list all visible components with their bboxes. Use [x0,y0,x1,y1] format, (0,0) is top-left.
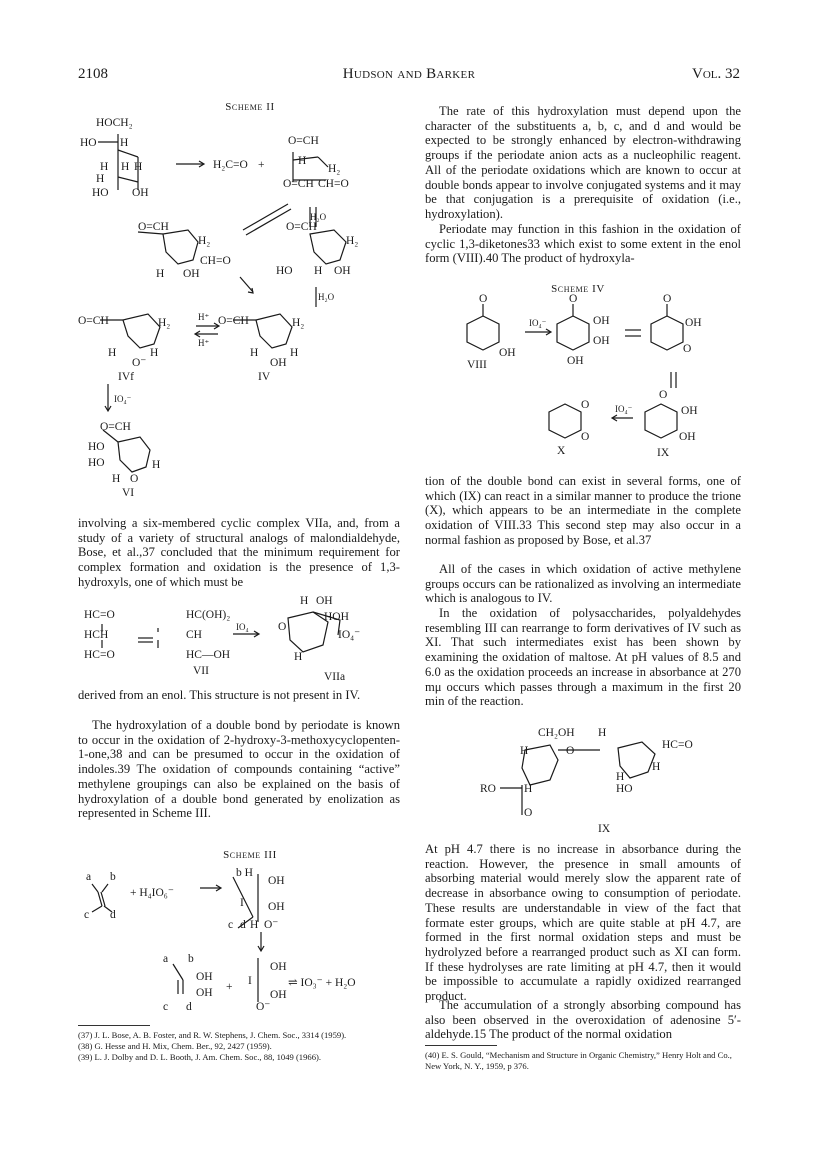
right-paragraph-4: All of the cases in which oxidation of active methylene groups occurs can be rationalized as involving an intermediate which is analogous to IV. [425,562,741,606]
svg-text:O: O [581,431,590,443]
svg-text:H₂O: H₂O [310,212,327,222]
vii-diagram [78,590,400,685]
left-paragraph-3: The hydroxylation of a double bond by periodate is known to occur in the oxidation of 2-hydroxy-3-methoxycyclopenten-1-one,38 and can be presumed to occur in the oxidation of indoles.39 The oxidation of compounds containing “active” methylene groupings can also be explained on the basis of hydroxylation of a double bond generated by enolization as represented in Scheme III. [78,718,400,821]
svg-text:O: O [569,294,578,305]
scheme-4-diagram [445,294,725,464]
right-paragraph-6: At pH 4.7 there is no increase in absorbance during the reaction. However, the presence in small amounts of absorbing material would merely slow the apparent rate of decrease in absorbance owing to consumption of periodate. These results are understandable in view of the fact that formate ester groups, which are quite stable at pH 4.7, are formed in the first normal oxidation steps and must be hydrolyzed before a rearranged product such as XI can form. If these hydrolyses are rate limiting at pH 4.7, then it would be impossible to accumulate a rapidly oxidized rearranged product. [425,842,741,1004]
svg-text:H: H [300,595,309,607]
svg-text:OH: OH [270,989,287,1001]
svg-text:OH: OH [132,187,149,199]
svg-text:H₂O: H₂O [318,292,335,302]
svg-text:H: H [112,473,121,485]
svg-text:H: H [314,265,323,277]
label-ix-2: IX [598,823,611,835]
svg-text:O: O [659,389,668,401]
svg-text:OH: OH [196,971,213,983]
svg-text:OH: OH [183,268,200,280]
label-iv: IV [258,371,271,383]
svg-text:H₂C=O: H₂C=O [213,159,248,171]
svg-text:CH=O: CH=O [200,255,231,267]
svg-text:H: H [524,783,533,795]
scheme-2-title: Scheme II [225,101,275,113]
svg-text:O⁻: O⁻ [132,357,147,369]
footnote-37: (37) J. L. Bose, A. B. Foster, and R. W. Stephens, J. Chem. Soc., 3314 (1959). [78,1030,347,1040]
svg-text:I: I [240,897,244,909]
footnote-39: (39) L. J. Dolby and D. L. Booth, J. Am. Chem. Soc., 88, 1049 (1966). [78,1051,321,1062]
svg-text:OH: OH [334,265,351,277]
svg-text:H: H [298,155,307,167]
running-title: Hudson and Barker [342,66,476,82]
svg-text:O=CH: O=CH [138,221,169,233]
svg-text:H₂: H₂ [158,317,171,329]
scheme-4-title: Scheme IV [551,283,605,295]
svg-text:HO: HO [92,187,109,199]
svg-text:HC=O: HC=O [662,739,693,751]
svg-text:HO: HO [616,783,633,795]
label-vii: VII [193,665,209,677]
svg-text:H: H [250,347,259,359]
svg-text:H₂: H₂ [328,163,341,175]
label-x: X [557,445,566,457]
svg-text:H: H [156,268,165,280]
svg-text:H⁺: H⁺ [198,312,210,322]
svg-text:I: I [248,975,252,987]
svg-text:O: O [524,807,533,819]
svg-text:CH=O: CH=O [318,178,349,190]
svg-text:b: b [110,871,116,883]
label-ivf: IVf [118,371,134,383]
svg-text:c: c [163,1001,169,1012]
svg-text:O: O [683,343,692,355]
svg-text:H: H [652,761,661,773]
svg-text:O=CH: O=CH [78,315,109,327]
svg-text:HC=O: HC=O [84,609,115,621]
label-vi: VI [122,487,135,499]
svg-text:O=CH: O=CH [100,421,131,433]
svg-text:HO: HO [88,441,105,453]
svg-text:HC=O: HC=O [84,649,115,661]
svg-text:H: H [290,347,299,359]
svg-text:OH: OH [268,875,285,887]
svg-text:H₂: H₂ [198,235,211,247]
svg-text:OH: OH [593,335,610,347]
svg-text:O=CH: O=CH [286,221,317,233]
scheme3-products: ⇌ IO₃⁻ + H₂O [288,977,356,989]
svg-text:H: H [121,161,130,173]
svg-text:H: H [250,919,259,931]
svg-text:H: H [120,137,129,149]
volume-label: Vol. 32 [692,66,740,82]
svg-text:HO: HO [276,265,293,277]
svg-text:RO: RO [480,783,496,795]
footnote-38: (38) G. Hesse and H. Mix, Chem. Ber., 92, 2427 (1959). [78,1040,272,1051]
svg-text:H: H [616,771,625,783]
svg-text:O⁻: O⁻ [264,919,279,931]
svg-text:d: d [186,1001,192,1012]
svg-text:O: O [566,745,575,757]
svg-text:d: d [240,919,246,931]
right-paragraph-2: Periodate may function in this fashion in the oxidation of cyclic 1,3-diketones33 which exist to some extent in the enol form (VIII).40 The product of hydroxyla- [425,222,741,266]
svg-text:HOCH₂: HOCH₂ [96,117,133,129]
scheme3-reactant2: + H₄IO₆⁻ [130,887,174,899]
svg-text:O: O [581,399,590,411]
svg-text:O=CH: O=CH [288,135,319,147]
svg-text:HC(OH)₂: HC(OH)₂ [186,609,231,621]
svg-text:O=CH: O=CH [283,178,314,190]
right-paragraph-5: In the oxidation of polysaccharides, polyaldehydes resembling III can rearrange to form derivatives of IV such as XI. That such intermediates exist has been shown by examining the oxidation of maltose. At pH values of 8.5 and 6.0 as the oxidation proceeds an increase in absorbance at 270 mμ occurs which passes through a maximum in the first 20 min of the reaction. [425,606,741,709]
svg-text:H: H [100,161,109,173]
label-ix: IX [657,447,670,459]
svg-text:O: O [663,294,672,305]
svg-text:H: H [108,347,117,359]
svg-text:IO₄⁻: IO₄⁻ [114,394,132,404]
svg-text:OH: OH [270,961,287,973]
svg-text:H₂: H₂ [292,317,305,329]
svg-text:HO: HO [80,137,97,149]
svg-text:a: a [163,953,169,965]
ix-diagram [480,720,710,835]
scheme-2-diagram [78,112,398,502]
svg-text:d: d [110,909,116,921]
svg-text:OH: OH [593,315,610,327]
svg-text:H: H [134,161,143,173]
right-paragraph-3: tion of the double bond can exist in several forms, one of which (IX) can react in a similar manner to produce the trione (X), which appears to be an intermediate in the complete oxidation of VIII.33 This second step may also occur in a normal fashion as proposed by Bose, et al.37 [425,474,741,547]
right-paragraph-7: The accumulation of a strongly absorbing compound has also been observed in the overoxidation of adenosine 5′-aldehyde.15 The product of the normal oxidation [425,998,741,1042]
page-number: 2108 [78,66,108,82]
label-viia: VIIa [324,671,346,683]
svg-text:b: b [188,953,194,965]
footnote-40: (40) E. S. Gould, “Mechanism and Structure in Organic Chemistry,” Henry Holt and Co., New York, N. Y., 1959, p 376. [425,1050,732,1071]
vii-reagent: IO₄ [236,622,249,632]
svg-text:OH: OH [316,595,333,607]
label-viii: VIII [467,359,487,371]
svg-text:OH: OH [270,357,287,369]
svg-text:H: H [598,727,607,739]
svg-text:O=CH: O=CH [218,315,249,327]
svg-text:+: + [258,159,265,171]
svg-text:OH: OH [268,901,285,913]
svg-text:H: H [152,459,161,471]
right-paragraph-1: The rate of this hydroxylation must depend upon the character of the substituents a, b, c, and d and would be expected to be strongly enhanced by electron-withdrawing groups if the periodate anion acts as a nucleophilic reagent. All of the periodate oxidations which are known to occur at double bonds appear to involve conjugated systems and it may be that conjugation is a prerequisite of oxidation (i.e., hydroxylation). [425,104,741,221]
right-footnote-rule [425,1045,497,1046]
svg-text:HCH: HCH [84,629,109,641]
footnote-rule [78,1025,150,1026]
scheme4-reagent: IO₄⁻ [529,318,547,328]
left-paragraph-2: derived from an enol. This structure is not present in IV. [78,688,361,702]
svg-text:c: c [228,919,234,931]
svg-text:OH: OH [499,347,516,359]
left-footnotes [78,1030,400,1062]
svg-text:IO₄⁻: IO₄⁻ [338,629,361,641]
svg-text:H: H [520,745,529,757]
svg-text:OH: OH [681,405,698,417]
svg-text:CH: CH [186,629,202,641]
svg-text:HC—OH: HC—OH [186,649,231,661]
svg-text:H: H [150,347,159,359]
svg-text:O: O [278,621,287,633]
scheme-3-title: Scheme III [223,849,277,861]
svg-text:H⁺: H⁺ [198,338,210,348]
svg-text:OH: OH [685,317,702,329]
svg-text:OH: OH [679,431,696,443]
svg-text:H: H [294,651,303,663]
svg-text:HO: HO [88,457,105,469]
svg-text:H₂: H₂ [346,235,359,247]
svg-text:CH₂OH: CH₂OH [538,727,575,739]
svg-text:HOH: HOH [324,611,349,623]
svg-text:IO₄⁻: IO₄⁻ [615,404,633,414]
svg-text:c: c [84,909,90,921]
left-paragraph-1: involving a six-membered cyclic complex VIIa, and, from a study of a variety of structural analogs of malondialdehyde, Bose, et al.,37 concluded that the minimum requirement for complex formation and oxidation is the presence of 1,3-hydroxyls, one of which must be [78,516,400,589]
svg-text:H: H [96,173,105,185]
scheme-3-diagram [78,862,400,1012]
svg-text:OH: OH [196,987,213,999]
svg-text:b H: b H [236,867,253,879]
svg-text:OH: OH [567,355,584,367]
svg-text:O: O [479,294,488,305]
svg-text:+: + [226,981,233,993]
svg-text:O⁻: O⁻ [256,1001,271,1012]
svg-text:a: a [86,871,92,883]
svg-text:O: O [130,473,139,485]
